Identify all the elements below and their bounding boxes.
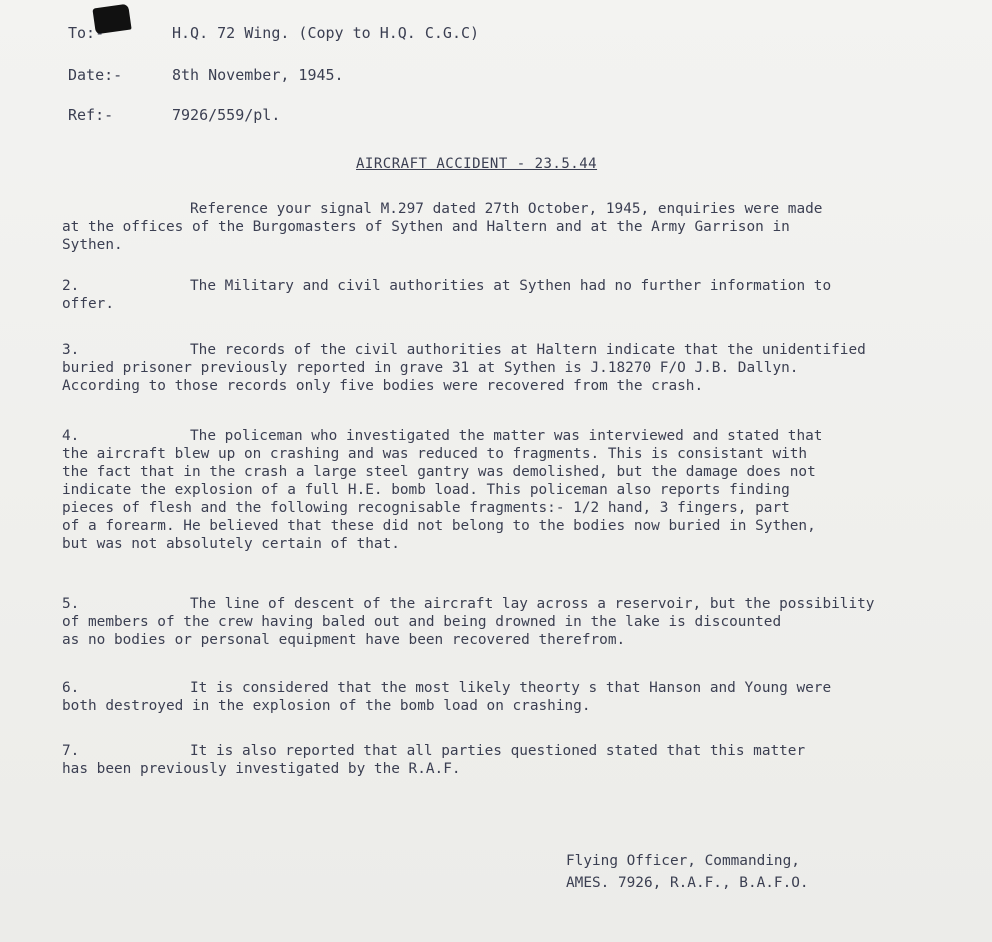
paragraph-number: 7.	[62, 743, 80, 759]
paragraph-line: the aircraft blew up on crashing and was reduced to fragments. This is consistant with	[62, 446, 808, 462]
paragraph-line: The policeman who investigated the matter was interviewed and stated that	[190, 428, 823, 444]
paragraph-7	[62, 742, 982, 778]
paragraph-number: 3.	[62, 342, 80, 358]
paragraph-line: of a forearm. He believed that these did not belong to the bodies now buried in Sythen,	[62, 518, 816, 534]
paragraph-1	[62, 200, 982, 254]
document-title: AIRCRAFT ACCIDENT - 23.5.44	[356, 156, 598, 172]
paragraph-line: pieces of flesh and the following recognisable fragments:- 1/2 hand, 3 fingers, part	[62, 500, 790, 516]
paragraph-4	[62, 427, 982, 553]
to-value: H.Q. 72 Wing. (Copy to H.Q. C.G.C)	[172, 24, 480, 42]
date-value: 8th November, 1945.	[172, 66, 344, 84]
paragraph-line: Sythen.	[62, 237, 123, 253]
paragraph-line: but was not absolutely certain of that.	[62, 536, 400, 552]
signature-line-1: Flying Officer, Commanding,	[566, 853, 800, 869]
paragraph-5	[62, 595, 982, 649]
date-label: Date:-	[68, 66, 123, 84]
paragraph-line: of members of the crew having baled out and being drowned in the lake is discounted	[62, 614, 782, 630]
paragraph-number: 5.	[62, 596, 80, 612]
paragraph-line: Reference your signal M.297 dated 27th October, 1945, enquiries were made	[190, 201, 823, 217]
paragraph-line: It is also reported that all parties questioned stated that this matter	[190, 743, 806, 759]
paragraph-number: 4.	[62, 428, 80, 444]
ref-value: 7926/559/pl.	[172, 106, 281, 124]
paragraph-line: has been previously investigated by the R.A.F.	[62, 761, 461, 777]
paragraph-line: both destroyed in the explosion of the bomb load on crashing.	[62, 698, 591, 714]
paragraph-line: buried prisoner previously reported in grave 31 at Sythen is J.18270 F/O J.B. Dallyn.	[62, 360, 799, 376]
paragraph-line: The line of descent of the aircraft lay across a reservoir, but the possibility	[190, 596, 875, 612]
paragraph-line: at the offices of the Burgomasters of Sythen and Haltern and at the Army Garrison in	[62, 219, 790, 235]
paragraph-line: indicate the explosion of a full H.E. bomb load. This policeman also reports finding	[62, 482, 790, 498]
paragraph-line: The records of the civil authorities at Haltern indicate that the unidentified	[190, 342, 866, 358]
paragraph-line: According to those records only five bodies were recovered from the crash.	[62, 378, 704, 394]
paragraph-line: the fact that in the crash a large steel gantry was demolished, but the damage does not	[62, 464, 816, 480]
paragraph-2	[62, 277, 982, 313]
to-label: To:-	[68, 24, 105, 42]
ref-label: Ref:-	[68, 106, 114, 124]
paragraph-line: as no bodies or personal equipment have been recovered therefrom.	[62, 632, 626, 648]
paragraph-line: It is considered that the most likely theorty s that Hanson and Young were	[190, 680, 832, 696]
paragraph-3	[62, 341, 982, 395]
paragraph-line: The Military and civil authorities at Sythen had no further information to	[190, 278, 832, 294]
signature-line-2: AMES. 7926, R.A.F., B.A.F.O.	[566, 875, 809, 891]
paragraph-number: 6.	[62, 680, 80, 696]
paragraph-line: offer.	[62, 296, 114, 312]
paragraph-6	[62, 679, 982, 715]
paragraph-number: 2.	[62, 278, 80, 294]
